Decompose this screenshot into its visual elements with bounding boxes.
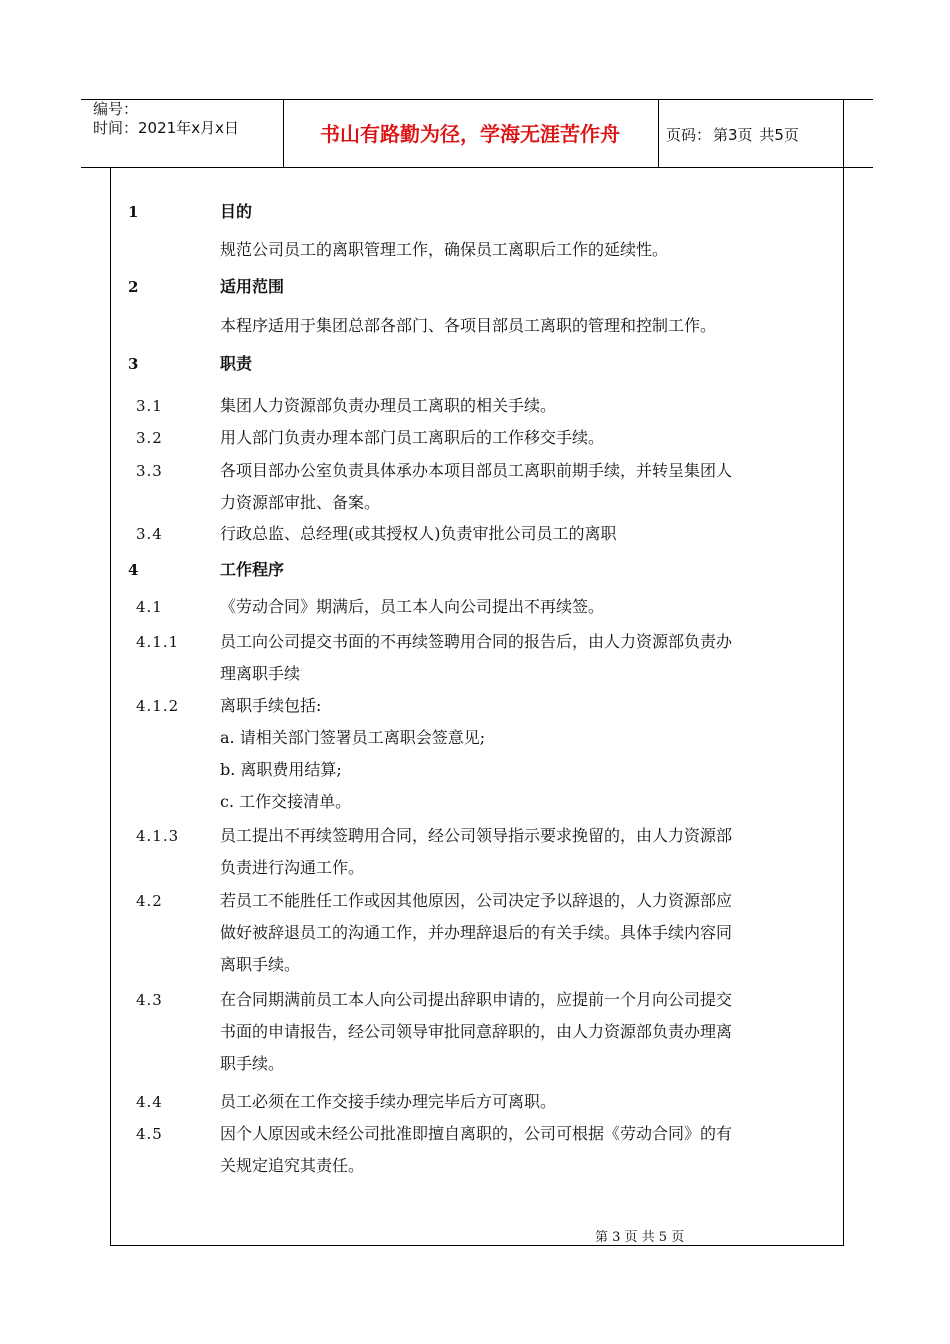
paragraph-line: c. 工作交接清单。 <box>220 792 352 811</box>
paragraph-line: 若员工不能胜任工作或因其他原因，公司决定予以辞退的，人力资源部应 <box>220 891 733 910</box>
section-number: 3 <box>128 355 140 373</box>
section-number: 1 <box>128 203 140 221</box>
paragraph-line: 离职手续。 <box>220 955 301 974</box>
paragraph-line: 行政总监、总经理(或其授权人)负责审批公司员工的离职 <box>220 524 617 543</box>
header-divider-1 <box>283 99 284 168</box>
time-label: 时间： <box>93 119 139 137</box>
code-label: 编号： <box>93 100 139 118</box>
body-left-border <box>110 167 111 1246</box>
paragraph-line: 因个人原因或未经公司批准即擅自离职的，公司可根据《劳动合同》的有 <box>220 1124 733 1143</box>
paragraph-line: 关规定追究其责任。 <box>220 1156 365 1175</box>
paragraph-line: 《劳动合同》期满后，员工本人向公司提出不再续签。 <box>220 597 605 616</box>
paragraph-line: b. 离职费用结算; <box>220 760 342 779</box>
section-number: 3.3 <box>136 462 163 480</box>
section-number: 4.1 <box>136 598 163 616</box>
paragraph-line: 用人部门负责办理本部门员工离职后的工作移交手续。 <box>220 428 605 447</box>
section-number: 4 <box>128 561 140 579</box>
section-number: 4.1.1 <box>136 633 180 651</box>
paragraph-line: 书面的申请报告，经公司领导审批同意辞职的，由人力资源部负责办理离 <box>220 1022 733 1041</box>
paragraph-line: 力资源部审批、备案。 <box>220 493 381 512</box>
section-number: 4.1.2 <box>136 697 180 715</box>
paragraph: 规范公司员工的离职管理工作，确保员工离职后工作的延续性。 <box>220 240 669 259</box>
paragraph-line: 员工必须在工作交接手续办理完毕后方可离职。 <box>220 1092 557 1111</box>
paragraph-line: 员工提出不再续签聘用合同，经公司领导指示要求挽留的，由人力资源部 <box>220 826 733 845</box>
section-number: 4.3 <box>136 991 163 1009</box>
paragraph-line: 职手续。 <box>220 1054 285 1073</box>
section-number: 4.2 <box>136 892 163 910</box>
header-divider-2 <box>658 99 659 168</box>
section-number: 3.1 <box>136 397 163 415</box>
section-title: 目的 <box>220 202 253 221</box>
section-number: 3.4 <box>136 525 163 543</box>
page-current: 第3页 <box>713 126 753 144</box>
paragraph-line: 各项目部办公室负责具体承办本项目部员工离职前期手续，并转呈集团人 <box>220 461 733 480</box>
body-bottom-border <box>110 1245 844 1246</box>
paragraph-line: 负责进行沟通工作。 <box>220 858 365 877</box>
time-value: 2021年x月x日 <box>138 119 239 137</box>
section-number: 4.1.3 <box>136 827 180 845</box>
page-footer: 第 3 页 共 5 页 <box>595 1230 685 1245</box>
body-right-border <box>843 167 844 1246</box>
section-title: 适用范围 <box>220 277 285 296</box>
paragraph-line: a. 请相关部门签署员工离职会签意见; <box>220 728 486 747</box>
paragraph-line: 离职手续包括: <box>220 696 322 715</box>
section-number: 3.2 <box>136 429 163 447</box>
section-number: 4.4 <box>136 1093 163 1111</box>
page-total: 共5页 <box>759 126 799 144</box>
paragraph: 本程序适用于集团总部各部门、各项目部员工离职的管理和控制工作。 <box>220 316 717 335</box>
section-number: 4.5 <box>136 1125 163 1143</box>
header-divider-3 <box>843 99 844 168</box>
header-motto: 书山有路勤为径，学海无涯苦作舟 <box>320 122 620 146</box>
header-page-cell <box>666 124 801 145</box>
page-label: 页码： <box>666 126 712 144</box>
paragraph-line: 在合同期满前员工本人向公司提出辞职申请的，应提前一个月向公司提交 <box>220 990 733 1009</box>
section-title: 工作程序 <box>220 560 285 579</box>
section-number: 2 <box>128 278 140 296</box>
header-left-cell <box>93 100 239 138</box>
paragraph-line: 理离职手续 <box>220 664 301 683</box>
paragraph-line: 集团人力资源部负责办理员工离职的相关手续。 <box>220 396 557 415</box>
header-bottom-border <box>81 167 873 168</box>
section-title: 职责 <box>220 354 253 373</box>
paragraph-line: 做好被辞退员工的沟通工作，并办理辞退后的有关手续。具体手续内容同 <box>220 923 733 942</box>
paragraph-line: 员工向公司提交书面的不再续签聘用合同的报告后，由人力资源部负责办 <box>220 632 733 651</box>
time-row <box>93 119 239 138</box>
